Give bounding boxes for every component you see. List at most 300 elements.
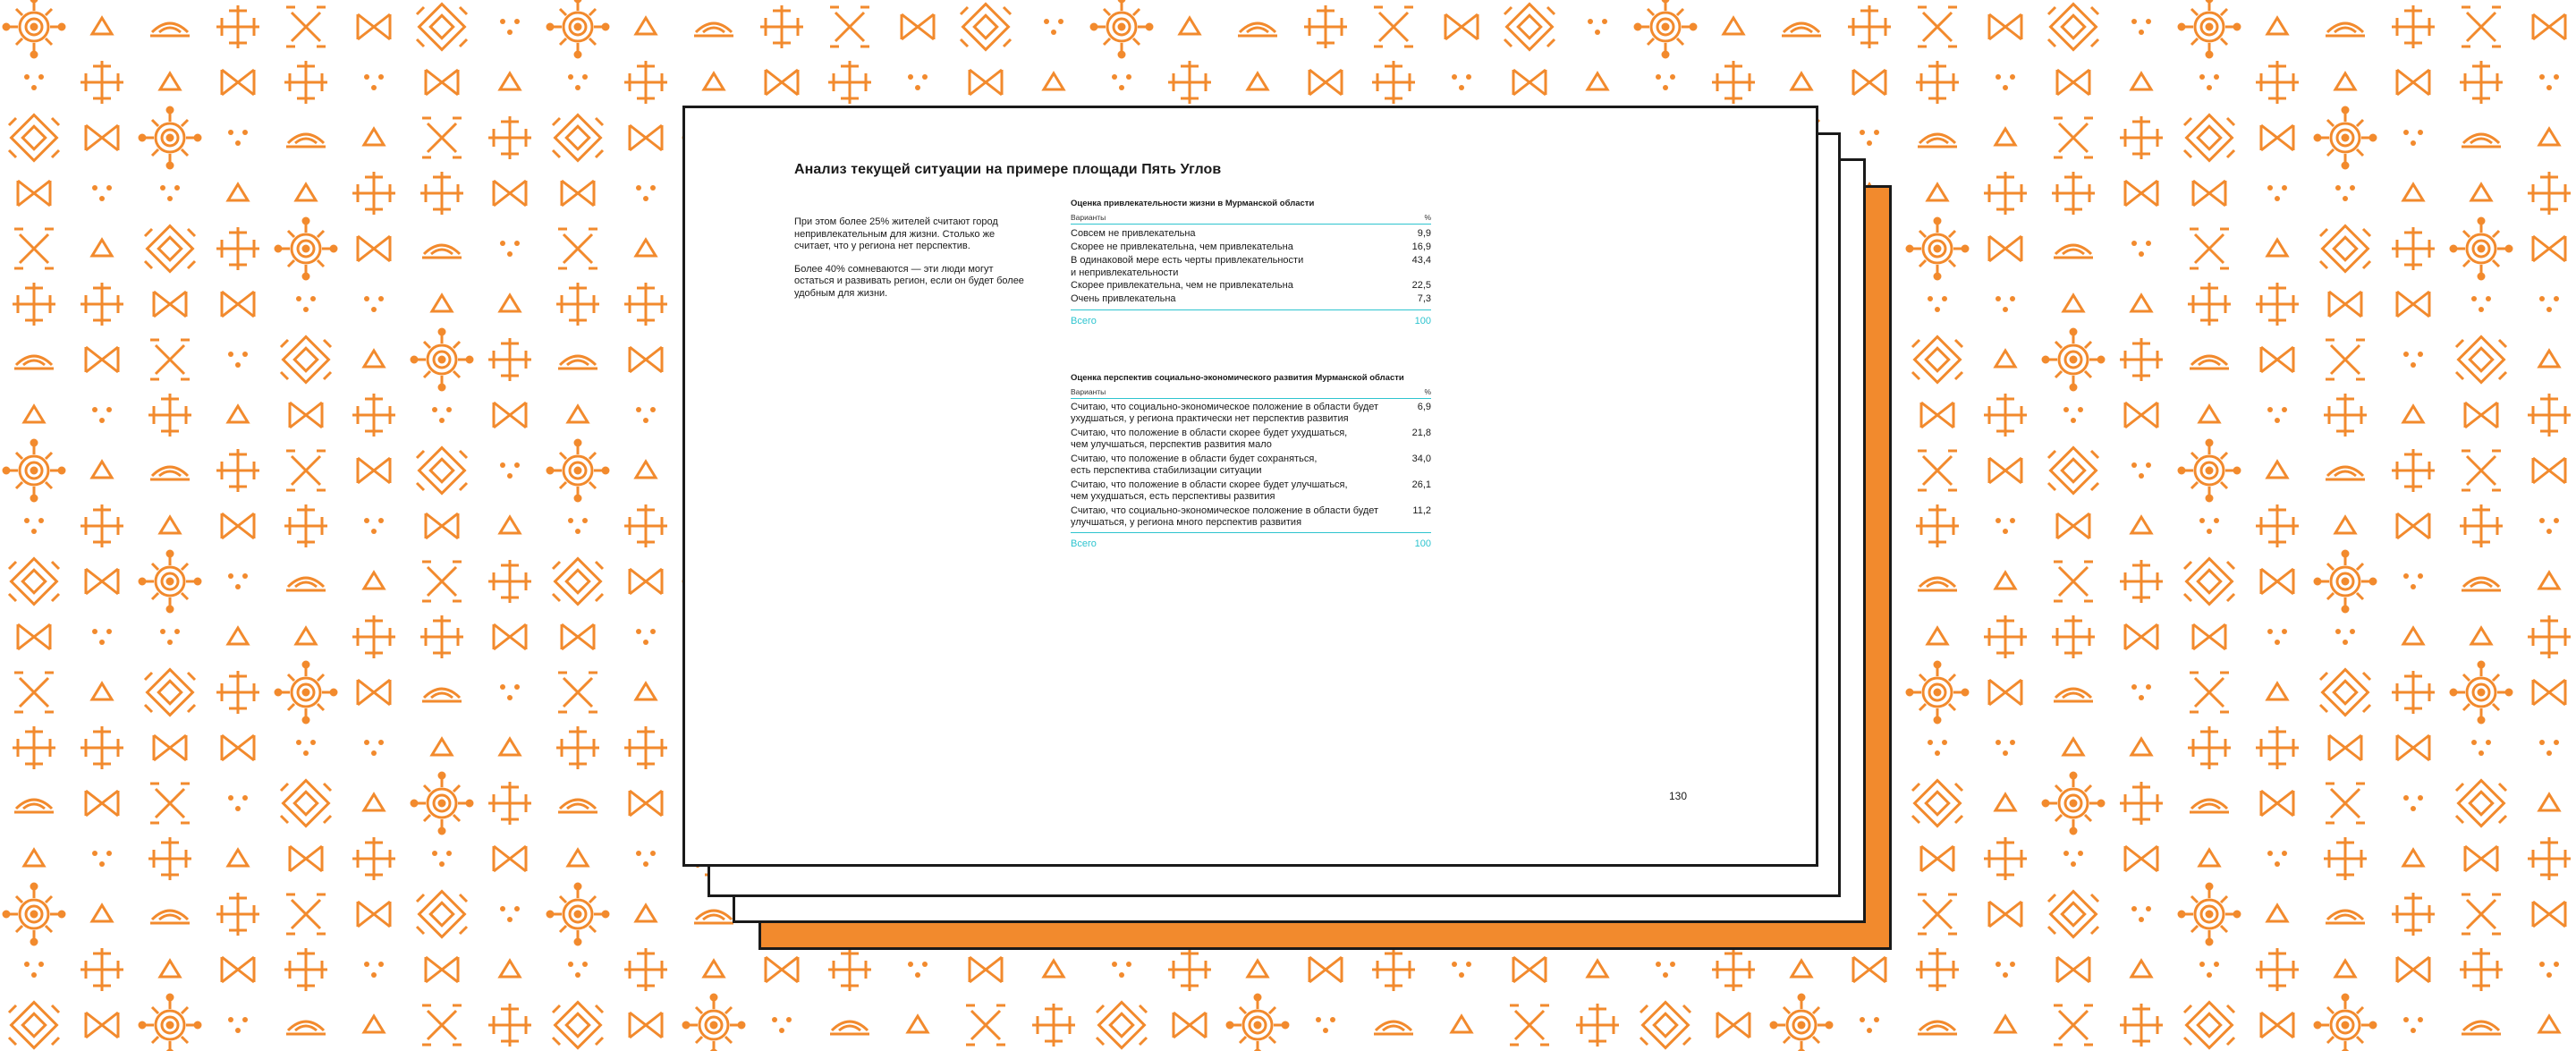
arc-ornament-icon xyxy=(1918,578,1957,590)
dots-ornament-icon xyxy=(568,74,588,90)
fan-ornament-icon xyxy=(2533,680,2565,705)
dots-ornament-icon xyxy=(1044,19,1063,35)
triangle-ornament-icon xyxy=(500,517,520,533)
cross-ornament-icon xyxy=(420,172,463,215)
fan-ornament-icon xyxy=(154,292,186,317)
dots-ornament-icon xyxy=(1996,962,2015,978)
row-label: Считаю, что социально-экономическое положение в области будет ухудшаться, у региона практически нет перспектив развития xyxy=(1071,402,1379,424)
fan-ornament-icon xyxy=(358,902,390,927)
dots-ornament-icon xyxy=(296,740,316,756)
arc-ornament-icon xyxy=(286,1021,326,1034)
dots-ornament-icon xyxy=(1928,296,1947,312)
dots-ornament-icon xyxy=(92,629,112,645)
cross-ornament-icon xyxy=(420,615,463,658)
cross-ornament-icon xyxy=(2052,615,2095,658)
table-row xyxy=(1071,505,1431,529)
cross-ornament-icon xyxy=(216,449,259,492)
sun-ornament-icon xyxy=(4,0,64,57)
sun-ornament-icon xyxy=(2179,440,2240,501)
cross-ornament-icon xyxy=(2392,893,2435,936)
fan-ornament-icon xyxy=(1989,236,2021,261)
fan-ornament-icon xyxy=(2125,181,2157,206)
triangle-ornament-icon xyxy=(500,961,520,977)
diamond-ornament-icon xyxy=(2184,115,2234,161)
table-row xyxy=(1071,428,1431,451)
cross-ornament-icon xyxy=(80,726,123,769)
diamond-ornament-icon xyxy=(9,1003,59,1048)
x-ornament-icon xyxy=(14,229,54,268)
triangle-ornament-icon xyxy=(1928,184,1947,200)
x-ornament-icon xyxy=(2190,229,2229,268)
row-label: Скорее не привлекательна, чем привлекательна xyxy=(1071,242,1293,252)
row-value: 6,9 xyxy=(1417,402,1431,412)
dots-ornament-icon xyxy=(24,74,44,90)
dots-ornament-icon xyxy=(92,407,112,423)
cross-ornament-icon xyxy=(624,504,667,547)
row-label: Очень привлекательна xyxy=(1071,293,1176,304)
fan-ornament-icon xyxy=(426,70,458,95)
dots-ornament-icon xyxy=(636,851,656,867)
diamond-ornament-icon xyxy=(961,4,1011,50)
triangle-ornament-icon xyxy=(1248,73,1267,89)
fan-ornament-icon xyxy=(494,181,526,206)
cross-ornament-icon xyxy=(2256,948,2299,991)
fan-ornament-icon xyxy=(630,569,662,594)
row-value: 11,2 xyxy=(1412,505,1431,516)
cross-ornament-icon xyxy=(2528,837,2571,880)
row-label: Считаю, что положение в области скорее будет улучшаться, чем ухудшаться, есть перспективы развития xyxy=(1071,479,1348,502)
arc-ornament-icon xyxy=(2190,356,2229,369)
cross-ornament-icon xyxy=(284,61,327,104)
fan-ornament-icon xyxy=(2329,735,2361,760)
row-value: 43,4 xyxy=(1411,255,1431,266)
total-label: Всего xyxy=(1071,316,1097,326)
x-ornament-icon xyxy=(286,7,326,47)
sun-ornament-icon xyxy=(2451,218,2512,279)
dots-ornament-icon xyxy=(2403,130,2423,146)
fan-ornament-icon xyxy=(2261,569,2293,594)
cross-ornament-icon xyxy=(1984,394,2027,437)
triangle-ornament-icon xyxy=(636,905,656,921)
fan-ornament-icon xyxy=(2261,791,2293,816)
fan-ornament-icon xyxy=(222,70,254,95)
cross-ornament-icon xyxy=(80,948,123,991)
table-row xyxy=(1071,227,1431,241)
triangle-ornament-icon xyxy=(92,240,112,256)
sun-ornament-icon xyxy=(1227,995,1288,1051)
cross-ornament-icon xyxy=(13,726,55,769)
dots-ornament-icon xyxy=(2267,407,2287,423)
arc-ornament-icon xyxy=(150,23,190,36)
table-total-row xyxy=(1071,532,1431,549)
fan-ornament-icon xyxy=(1921,403,1953,428)
cross-ornament-icon xyxy=(2188,283,2231,326)
table-row xyxy=(1071,402,1431,425)
diamond-ornament-icon xyxy=(417,448,467,494)
arc-ornament-icon xyxy=(694,23,733,36)
arc-ornament-icon xyxy=(2326,911,2365,923)
triangle-ornament-icon xyxy=(500,295,520,311)
arc-ornament-icon xyxy=(286,578,326,590)
triangle-ornament-icon xyxy=(500,73,520,89)
fan-ornament-icon xyxy=(358,458,390,483)
fan-ornament-icon xyxy=(630,1013,662,1038)
diamond-ornament-icon xyxy=(1504,4,1555,50)
triangle-ornament-icon xyxy=(228,628,248,644)
dots-ornament-icon xyxy=(2131,19,2151,35)
fan-ornament-icon xyxy=(2261,347,2293,372)
triangle-ornament-icon xyxy=(1724,18,1743,34)
fan-ornament-icon xyxy=(1989,680,2021,705)
sun-ornament-icon xyxy=(2179,884,2240,945)
dots-ornament-icon xyxy=(1656,962,1675,978)
dots-ornament-icon xyxy=(296,296,316,312)
triangle-ornament-icon xyxy=(432,295,452,311)
cross-ornament-icon xyxy=(80,504,123,547)
dots-ornament-icon xyxy=(364,740,384,756)
dots-ornament-icon xyxy=(772,1017,792,1033)
fan-ornament-icon xyxy=(1989,14,2021,39)
fan-ornament-icon xyxy=(358,680,390,705)
fan-ornament-icon xyxy=(2533,902,2565,927)
cross-ornament-icon xyxy=(2120,782,2163,825)
triangle-ornament-icon xyxy=(2267,240,2287,256)
cross-ornament-icon xyxy=(2120,560,2163,603)
sun-ornament-icon xyxy=(547,884,608,945)
cross-ornament-icon xyxy=(624,283,667,326)
cross-ornament-icon xyxy=(556,726,599,769)
table-row xyxy=(1071,453,1431,477)
dots-ornament-icon xyxy=(228,573,248,589)
dots-ornament-icon xyxy=(1860,130,1879,146)
diamond-ornament-icon xyxy=(1640,1003,1690,1048)
row-label: В одинаковой мере есть черты привлекательности и непривлекательности xyxy=(1071,255,1304,278)
fan-ornament-icon xyxy=(494,846,526,871)
dots-ornament-icon xyxy=(2403,795,2423,811)
dots-ornament-icon xyxy=(92,851,112,867)
fan-ornament-icon xyxy=(766,957,798,982)
triangle-ornament-icon xyxy=(2131,739,2151,755)
development-prospects-table xyxy=(1071,373,1431,549)
table-body xyxy=(1071,227,1431,306)
column-header-options: Варианты xyxy=(1071,213,1106,222)
x-ornament-icon xyxy=(422,1005,462,1045)
triangle-ornament-icon xyxy=(92,683,112,699)
dots-ornament-icon xyxy=(2403,1017,2423,1033)
table-row xyxy=(1071,479,1431,503)
dots-ornament-icon xyxy=(2063,851,2083,867)
sun-ornament-icon xyxy=(140,107,200,168)
column-header-percent: % xyxy=(1424,213,1431,222)
sun-ornament-icon xyxy=(1907,218,1968,279)
triangle-ornament-icon xyxy=(364,794,384,810)
triangle-ornament-icon xyxy=(1180,18,1199,34)
triangle-ornament-icon xyxy=(364,129,384,145)
x-ornament-icon xyxy=(966,1005,1005,1045)
page-title: Анализ текущей ситуации на примере площади Пять Углов xyxy=(794,162,1222,177)
diamond-ornament-icon xyxy=(553,1003,603,1048)
x-ornament-icon xyxy=(2326,784,2365,823)
triangle-ornament-icon xyxy=(2403,628,2423,644)
fan-ornament-icon xyxy=(86,791,118,816)
cross-ornament-icon xyxy=(2460,61,2503,104)
triangle-ornament-icon xyxy=(2539,794,2559,810)
dots-ornament-icon xyxy=(2267,851,2287,867)
fan-ornament-icon xyxy=(2057,70,2089,95)
arc-ornament-icon xyxy=(14,800,54,812)
arc-ornament-icon xyxy=(2462,578,2501,590)
cross-ornament-icon xyxy=(488,782,531,825)
dots-ornament-icon xyxy=(1996,296,2015,312)
cross-ornament-icon xyxy=(2256,61,2299,104)
triangle-ornament-icon xyxy=(2403,406,2423,422)
cross-ornament-icon xyxy=(2460,948,2503,991)
dots-ornament-icon xyxy=(500,684,520,700)
triangle-ornament-icon xyxy=(2267,18,2287,34)
dots-ornament-icon xyxy=(2267,185,2287,201)
arc-ornament-icon xyxy=(286,134,326,147)
arc-ornament-icon xyxy=(2190,800,2229,812)
dots-ornament-icon xyxy=(636,185,656,201)
cross-ornament-icon xyxy=(2120,1004,2163,1047)
arc-ornament-icon xyxy=(2054,245,2093,258)
arc-ornament-icon xyxy=(150,467,190,479)
x-ornament-icon xyxy=(2462,7,2501,47)
diamond-ornament-icon xyxy=(281,337,331,383)
diamond-ornament-icon xyxy=(2320,670,2370,716)
dots-ornament-icon xyxy=(568,518,588,534)
x-ornament-icon xyxy=(2054,118,2093,157)
fan-ornament-icon xyxy=(18,624,50,649)
triangle-ornament-icon xyxy=(228,850,248,866)
cross-ornament-icon xyxy=(1168,61,1211,104)
dots-ornament-icon xyxy=(228,795,248,811)
diamond-ornament-icon xyxy=(553,115,603,161)
fan-ornament-icon xyxy=(86,569,118,594)
fan-ornament-icon xyxy=(290,403,322,428)
diamond-ornament-icon xyxy=(2184,559,2234,605)
arc-ornament-icon xyxy=(558,800,597,812)
sun-ornament-icon xyxy=(275,218,336,279)
fan-ornament-icon xyxy=(1309,957,1342,982)
dots-ornament-icon xyxy=(2131,906,2151,922)
fan-ornament-icon xyxy=(2533,236,2565,261)
cross-ornament-icon xyxy=(80,283,123,326)
sun-ornament-icon xyxy=(1091,0,1152,57)
cross-ornament-icon xyxy=(2460,504,2503,547)
fan-ornament-icon xyxy=(1513,957,1546,982)
cross-ornament-icon xyxy=(2324,394,2367,437)
triangle-ornament-icon xyxy=(296,184,316,200)
row-label: Совсем не привлекательна xyxy=(1071,228,1196,239)
fan-ornament-icon xyxy=(1989,458,2021,483)
sun-ornament-icon xyxy=(2315,551,2376,612)
fan-ornament-icon xyxy=(1445,14,1478,39)
table-row xyxy=(1071,292,1431,306)
diamond-ornament-icon xyxy=(1097,1003,1147,1048)
diamond-ornament-icon xyxy=(1912,781,1962,826)
table-row xyxy=(1071,279,1431,292)
triangle-ornament-icon xyxy=(2063,295,2083,311)
triangle-ornament-icon xyxy=(636,462,656,478)
fan-ornament-icon xyxy=(2261,1013,2293,1038)
fan-ornament-icon xyxy=(970,70,1002,95)
triangle-ornament-icon xyxy=(1044,73,1063,89)
cross-ornament-icon xyxy=(148,394,191,437)
triangle-ornament-icon xyxy=(364,1016,384,1032)
triangle-ornament-icon xyxy=(2471,628,2491,644)
cross-ornament-icon xyxy=(216,671,259,714)
cross-ornament-icon xyxy=(624,726,667,769)
fan-ornament-icon xyxy=(2397,957,2429,982)
arc-ornament-icon xyxy=(1782,23,1821,36)
dots-ornament-icon xyxy=(160,629,180,645)
x-ornament-icon xyxy=(1918,7,1957,47)
table-row xyxy=(1071,241,1431,254)
arc-ornament-icon xyxy=(694,911,733,923)
dots-ornament-icon xyxy=(1860,1017,1879,1033)
dots-ornament-icon xyxy=(228,130,248,146)
dots-ornament-icon xyxy=(908,74,928,90)
dots-ornament-icon xyxy=(2539,740,2559,756)
cross-ornament-icon xyxy=(2256,283,2299,326)
arc-ornament-icon xyxy=(1374,1021,1413,1034)
fan-ornament-icon xyxy=(2329,292,2361,317)
triangle-ornament-icon xyxy=(2335,961,2355,977)
triangle-ornament-icon xyxy=(2131,517,2151,533)
triangle-ornament-icon xyxy=(432,739,452,755)
fan-ornament-icon xyxy=(290,846,322,871)
dots-ornament-icon xyxy=(2335,629,2355,645)
dots-ornament-icon xyxy=(1112,962,1131,978)
dots-ornament-icon xyxy=(1452,962,1471,978)
dots-ornament-icon xyxy=(2267,629,2287,645)
intro-text xyxy=(794,216,1027,310)
sun-ornament-icon xyxy=(547,0,608,57)
sun-ornament-icon xyxy=(2315,995,2376,1051)
cross-ornament-icon xyxy=(760,5,803,48)
dots-ornament-icon xyxy=(1112,74,1131,90)
arc-ornament-icon xyxy=(422,689,462,701)
fan-ornament-icon xyxy=(970,957,1002,982)
fan-ornament-icon xyxy=(2397,735,2429,760)
cross-ornament-icon xyxy=(556,283,599,326)
fan-ornament-icon xyxy=(2057,957,2089,982)
sun-ornament-icon xyxy=(275,662,336,723)
x-ornament-icon xyxy=(2326,340,2365,379)
cross-ornament-icon xyxy=(216,893,259,936)
sun-ornament-icon xyxy=(683,995,744,1051)
fan-ornament-icon xyxy=(154,735,186,760)
x-ornament-icon xyxy=(2054,1005,2093,1045)
page-number: 130 xyxy=(1669,790,1688,802)
diamond-ornament-icon xyxy=(2048,448,2098,494)
dots-ornament-icon xyxy=(1316,1017,1335,1033)
triangle-ornament-icon xyxy=(1452,1016,1471,1032)
triangle-ornament-icon xyxy=(1996,129,2015,145)
triangle-ornament-icon xyxy=(160,961,180,977)
total-label: Всего xyxy=(1071,538,1097,549)
intro-paragraph-1: При этом более 25% жителей считают город непривлекательным для жизни. Столько же считает, что у региона нет перспектив. xyxy=(794,216,998,251)
attractiveness-table xyxy=(1071,199,1431,326)
triangle-ornament-icon xyxy=(2199,406,2219,422)
sun-ornament-icon xyxy=(411,773,472,834)
diamond-ornament-icon xyxy=(2048,892,2098,937)
diamond-ornament-icon xyxy=(2456,337,2506,383)
triangle-ornament-icon xyxy=(2539,1016,2559,1032)
triangle-ornament-icon xyxy=(1792,73,1811,89)
triangle-ornament-icon xyxy=(92,462,112,478)
triangle-ornament-icon xyxy=(1588,961,1607,977)
cross-ornament-icon xyxy=(1372,948,1415,991)
triangle-ornament-icon xyxy=(2131,73,2151,89)
dots-ornament-icon xyxy=(2131,462,2151,479)
diamond-ornament-icon xyxy=(417,892,467,937)
cross-ornament-icon xyxy=(2120,116,2163,159)
triangle-ornament-icon xyxy=(2403,850,2423,866)
cross-ornament-icon xyxy=(828,61,871,104)
triangle-ornament-icon xyxy=(228,406,248,422)
dots-ornament-icon xyxy=(2539,74,2559,90)
fan-ornament-icon xyxy=(494,624,526,649)
dots-ornament-icon xyxy=(228,1017,248,1033)
row-label: Скорее привлекательна, чем не привлекательна xyxy=(1071,280,1293,291)
triangle-ornament-icon xyxy=(364,572,384,589)
arc-ornament-icon xyxy=(2462,134,2501,147)
sun-ornament-icon xyxy=(547,440,608,501)
dots-ornament-icon xyxy=(2471,296,2491,312)
row-value: 7,3 xyxy=(1417,293,1431,304)
triangle-ornament-icon xyxy=(1996,1016,2015,1032)
fan-ornament-icon xyxy=(2533,14,2565,39)
arc-ornament-icon xyxy=(1918,1021,1957,1034)
cross-ornament-icon xyxy=(2392,449,2435,492)
cross-ornament-icon xyxy=(2256,726,2299,769)
dots-ornament-icon xyxy=(2539,962,2559,978)
triangle-ornament-icon xyxy=(24,850,44,866)
fan-ornament-icon xyxy=(2397,513,2429,538)
triangle-ornament-icon xyxy=(2335,73,2355,89)
triangle-ornament-icon xyxy=(160,73,180,89)
x-ornament-icon xyxy=(286,894,326,934)
dots-ornament-icon xyxy=(500,906,520,922)
dots-ornament-icon xyxy=(2199,962,2219,978)
arc-ornament-icon xyxy=(2326,23,2365,36)
dots-ornament-icon xyxy=(2131,241,2151,257)
fan-ornament-icon xyxy=(766,70,798,95)
cross-ornament-icon xyxy=(2188,726,2231,769)
x-ornament-icon xyxy=(422,118,462,157)
dots-ornament-icon xyxy=(92,185,112,201)
triangle-ornament-icon xyxy=(2539,129,2559,145)
arc-ornament-icon xyxy=(2054,689,2093,701)
triangle-ornament-icon xyxy=(704,961,724,977)
fan-ornament-icon xyxy=(1717,1013,1750,1038)
cross-ornament-icon xyxy=(2324,837,2367,880)
sun-ornament-icon xyxy=(1907,662,1968,723)
triangle-ornament-icon xyxy=(2063,739,2083,755)
arc-ornament-icon xyxy=(2326,467,2365,479)
triangle-ornament-icon xyxy=(2267,905,2287,921)
cross-ornament-icon xyxy=(488,1004,531,1047)
diamond-ornament-icon xyxy=(553,559,603,605)
row-value: 22,5 xyxy=(1411,280,1431,291)
fan-ornament-icon xyxy=(86,347,118,372)
cross-ornament-icon xyxy=(1372,61,1415,104)
triangle-ornament-icon xyxy=(2403,184,2423,200)
dots-ornament-icon xyxy=(908,962,928,978)
row-label: Считаю, что положение в области скорее будет ухудшаться, чем улучшаться, перспектив развития мало xyxy=(1071,428,1348,450)
